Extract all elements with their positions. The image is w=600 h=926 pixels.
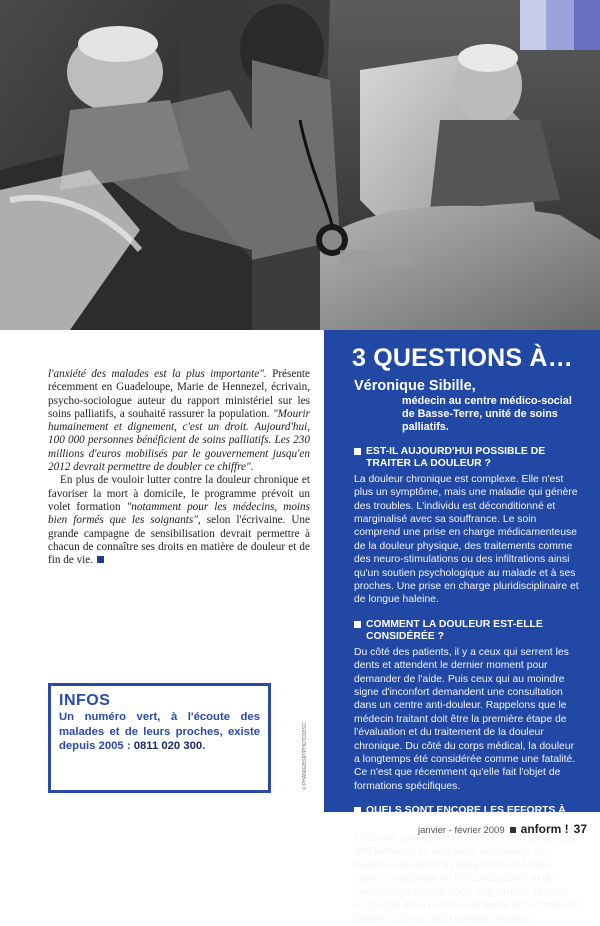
answer-text: Du côté des patients, il y a ceux qui serrent les dents et attendent le dernier moment pour demander de l'aide. Puis ceux qui au moindre signe d'inconfort demandent une consultation dans un centre anti-douleur. Rappelons que le médecin traitant doit être la première étape de l'évaluation et du traitement de la douleur chronique. Du côté du corps médical, la douleur a longtemps été considérée comme une fatalité. Ce n'est que récemment qu'elle fait l'objet de formations spécifiques. xyxy=(354,646,576,792)
header-photo xyxy=(0,0,600,330)
bullet-square-icon xyxy=(354,448,361,455)
infos-text xyxy=(59,710,260,754)
interviewee xyxy=(354,378,582,434)
article-text: Présente récemment en Guadeloupe, Marie de Hennezel, écrivain, psycho-sociologue auteur du rapport ministériel sur les soins palliatifs, a souhaité rassurer la population. xyxy=(48,368,311,420)
accent-block-light xyxy=(520,0,546,50)
article-text: En plus de vouloir lutter contre la douleur chronique et favoriser la mort à domicile, le programme prévoit un volet formation xyxy=(48,474,310,513)
photo-credit: © PHANIE/BSIP/PHOTODISC xyxy=(302,722,308,790)
page-footer xyxy=(417,822,587,838)
bullet-square-icon xyxy=(354,807,361,814)
infos-title: INFOS xyxy=(59,692,111,709)
page-number: 37 xyxy=(573,822,587,836)
question-text: COMMENT LA DOULEUR EST-ELLE CONSIDÉRÉE ? xyxy=(366,618,543,643)
article-text: , selon l'écrivaine. Une grande campagne de sensibilisation devrait permettre à chacun de connaître ses droits en matière de douleur et de fin de vie. xyxy=(48,514,310,567)
accent-block-mid xyxy=(546,0,574,50)
footer-square-icon xyxy=(510,827,516,833)
question-block-2 xyxy=(354,619,582,793)
article-text: l'anxiété des malades est la plus importante". xyxy=(48,368,267,380)
question-heading xyxy=(354,619,582,644)
issue-date: janvier - février 2009 xyxy=(418,825,505,836)
infos-description: Un numéro vert, à l'écoute des malades et de leurs proches, existe depuis 2005 : xyxy=(59,711,260,752)
panel-title: 3 QUESTIONS À… xyxy=(352,344,573,372)
infos-box xyxy=(48,683,271,793)
infos-period: . xyxy=(202,740,206,752)
bullet-square-icon xyxy=(354,621,361,628)
article-column xyxy=(48,368,310,567)
photo-illustration xyxy=(0,0,600,330)
infos-phone-number: 0811 020 300 xyxy=(133,740,203,752)
interviewee-role: médecin au centre médico-social de Basse-Terre, unité de soins palliatifs. xyxy=(402,395,572,433)
article-paragraph-2 xyxy=(48,474,310,567)
answer-text: L'offre de soin demeure encore insuffisante. Des améliorations se dessinent néanmoins en Guadeloupe grâce à l'implication de l'ARH (agence régionale de l'hospitalisation) et de l'association Hôpital 2000. Aujourd'hui, la prise en charge de la douleur fait partie de la charte du patient. C'est un droit comme un autre. xyxy=(354,832,581,925)
article-text: "notamment pour les médecins, moins bien formés que les soignants" xyxy=(48,500,310,527)
accent-blocks xyxy=(520,0,600,50)
question-block-1 xyxy=(354,446,582,607)
accent-block-dark xyxy=(574,0,600,50)
question-text: QUELS SONT ENCORE LES EFFORTS À FOURNIR ? xyxy=(366,805,566,829)
question-heading xyxy=(354,446,582,471)
end-square-icon xyxy=(97,556,104,563)
question-text: EST-IL AUJOURD'HUI POSSIBLE DE TRAITER LA DOULEUR ? xyxy=(366,446,546,470)
interviewee-name: Véronique Sibille, xyxy=(354,378,476,394)
magazine-name: anform ! xyxy=(520,822,569,836)
article-paragraph-1 xyxy=(48,368,310,474)
answer-text: La douleur chronique est complexe. Elle n'est plus un symptôme, mais une maladie qui génère des troubles. L'individu est déconditionné et marginalisé avec sa souffrance. Le soin comprend une prise en charge médicamenteuse de la douleur physique, des traitements comme des neuro-stimulations ou des infiltrations ainsi qu'un soutien psychologique au malade et à ses proches. Une prise en charge pluridisciplinaire et de longue haleine. xyxy=(354,473,579,606)
article-text: "Mourir humainement et dignement, c'est un droit. Aujourd'hui, 100 000 personnes bénéficient de soins palliatifs. Les 230 millions d'euros mobilisés par le gouvernement jusqu'en 2012 devrait permettre de doubler ce chiffre". xyxy=(48,407,310,474)
